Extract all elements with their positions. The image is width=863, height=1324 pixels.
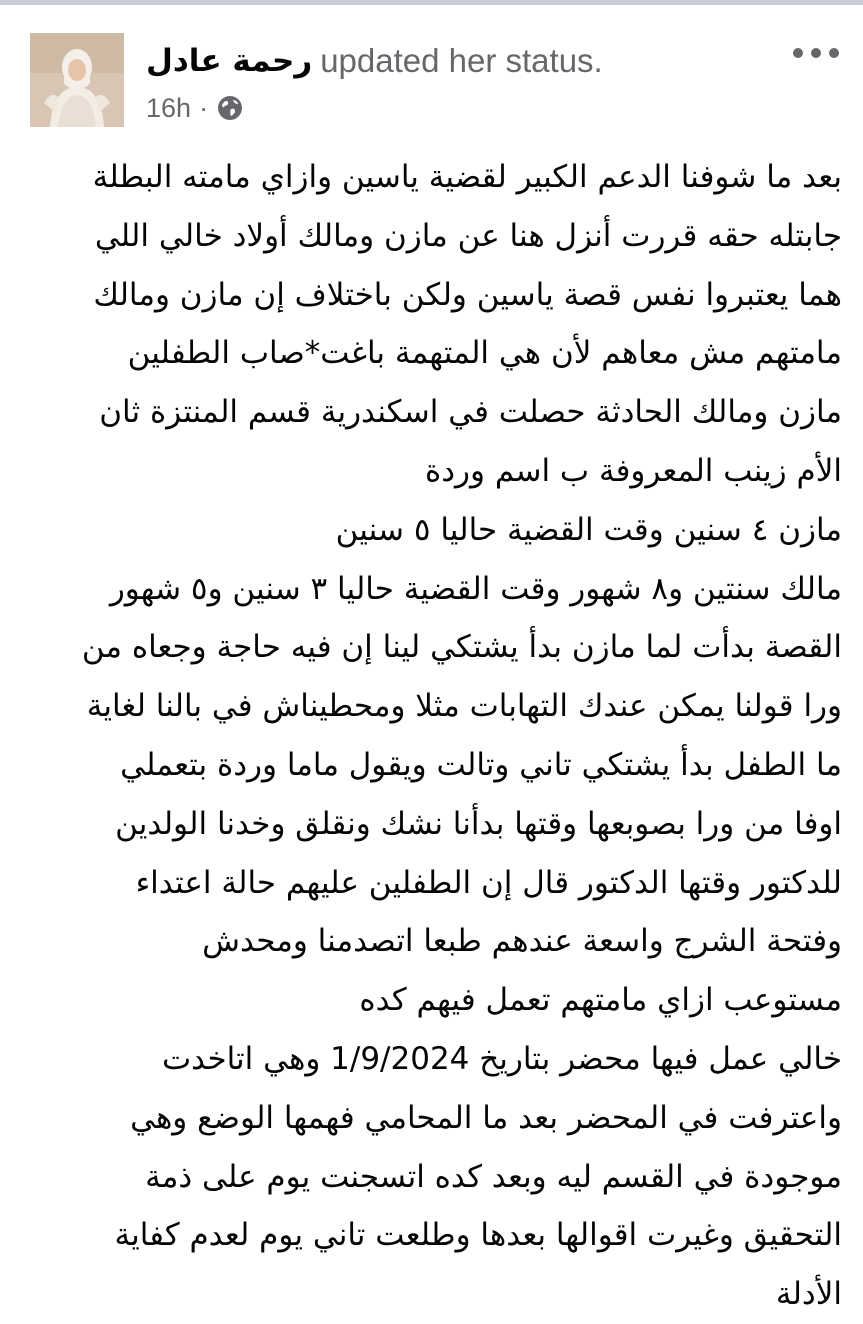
post-meta bbox=[146, 90, 244, 126]
post-timestamp[interactable]: 16h bbox=[146, 92, 192, 123]
avatar[interactable] bbox=[30, 33, 124, 127]
post-text-line: موجودة في القسم ليه وبعد كده اتسجنت يوم على ذمة bbox=[145, 1158, 842, 1195]
more-options-button[interactable] bbox=[788, 36, 844, 70]
more-options-icon bbox=[789, 46, 843, 60]
status-action-text: updated her status. bbox=[320, 42, 603, 79]
post-header bbox=[0, 0, 863, 140]
post-text-line: للدكتور وقتها الدكتور قال إن الطفلين عليهم حالة اعتداء bbox=[135, 864, 842, 901]
post-text-line: مالك سنتين و٨ شهور وقت القضية حاليا ٣ سنين و٥ شهور bbox=[109, 570, 842, 607]
post-text-line: مستوعب ازاي مامتهم تعمل فيهم كده bbox=[359, 982, 842, 1019]
post-text-line: اوفا من ورا بصوبعها وقتها بدأنا نشك ونقلق وخدنا الولدين bbox=[115, 805, 842, 842]
meta-separator: · bbox=[199, 92, 209, 123]
post-text-line: القصة بدأت لما مازن بدأ يشتكي لينا إن فيه حاجة وجعاه من bbox=[81, 629, 842, 666]
post-text-line: الأدلة bbox=[775, 1276, 842, 1313]
post-text-line: وفتحة الشرج واسعة عندهم طبعا اتصدمنا ومحدش bbox=[202, 923, 842, 960]
post-text bbox=[22, 148, 842, 1313]
post-text-line: هما يعتبروا نفس قصة ياسين ولكن باختلاف إن مازن ومالك bbox=[93, 276, 842, 313]
post-text-line: جابتله حقه قررت أنزل هنا عن مازن ومالك أولاد خالي اللي bbox=[94, 217, 842, 254]
globe-icon[interactable] bbox=[216, 94, 244, 122]
post-text-line: ما الطفل بدأ يشتكي تاني وتالت ويقول ماما وردة بتعملي bbox=[120, 746, 842, 783]
post-text-line: مامتهم مش معاهم لأن هي المتهمة باغت*صاب الطفلين bbox=[127, 335, 842, 372]
post-title-line bbox=[146, 36, 603, 86]
post-text-line: الأم زينب المعروفة ب اسم وردة bbox=[425, 452, 842, 489]
post-text-line: بعد ما شوفنا الدعم الكبير لقضية ياسين وازاي مامته البطلة bbox=[92, 159, 842, 195]
post-text-line: مازن ومالك الحادثة حصلت في اسكندرية قسم المنتزة ثان bbox=[99, 394, 842, 431]
post-text-line: التحقيق وغيرت اقوالها بعدها وطلعت تاني يوم لعدم كفاية bbox=[114, 1217, 842, 1254]
post-text-line: مازن ٤ سنين وقت القضية حاليا ٥ سنين bbox=[335, 511, 842, 548]
post-text-line: ورا قولنا يمكن عندك التهابات مثلا ومحطيناش في بالنا لغاية bbox=[86, 688, 842, 725]
author-name[interactable]: رحمة عادل bbox=[146, 43, 313, 79]
post-text-line: خالي عمل فيها محضر بتاريخ 1/9/2024 وهي اتاخدت bbox=[161, 1040, 842, 1077]
post-text-line: واعترفت في المحضر بعد ما المحامي فهمها الوضع وهي bbox=[130, 1099, 842, 1136]
